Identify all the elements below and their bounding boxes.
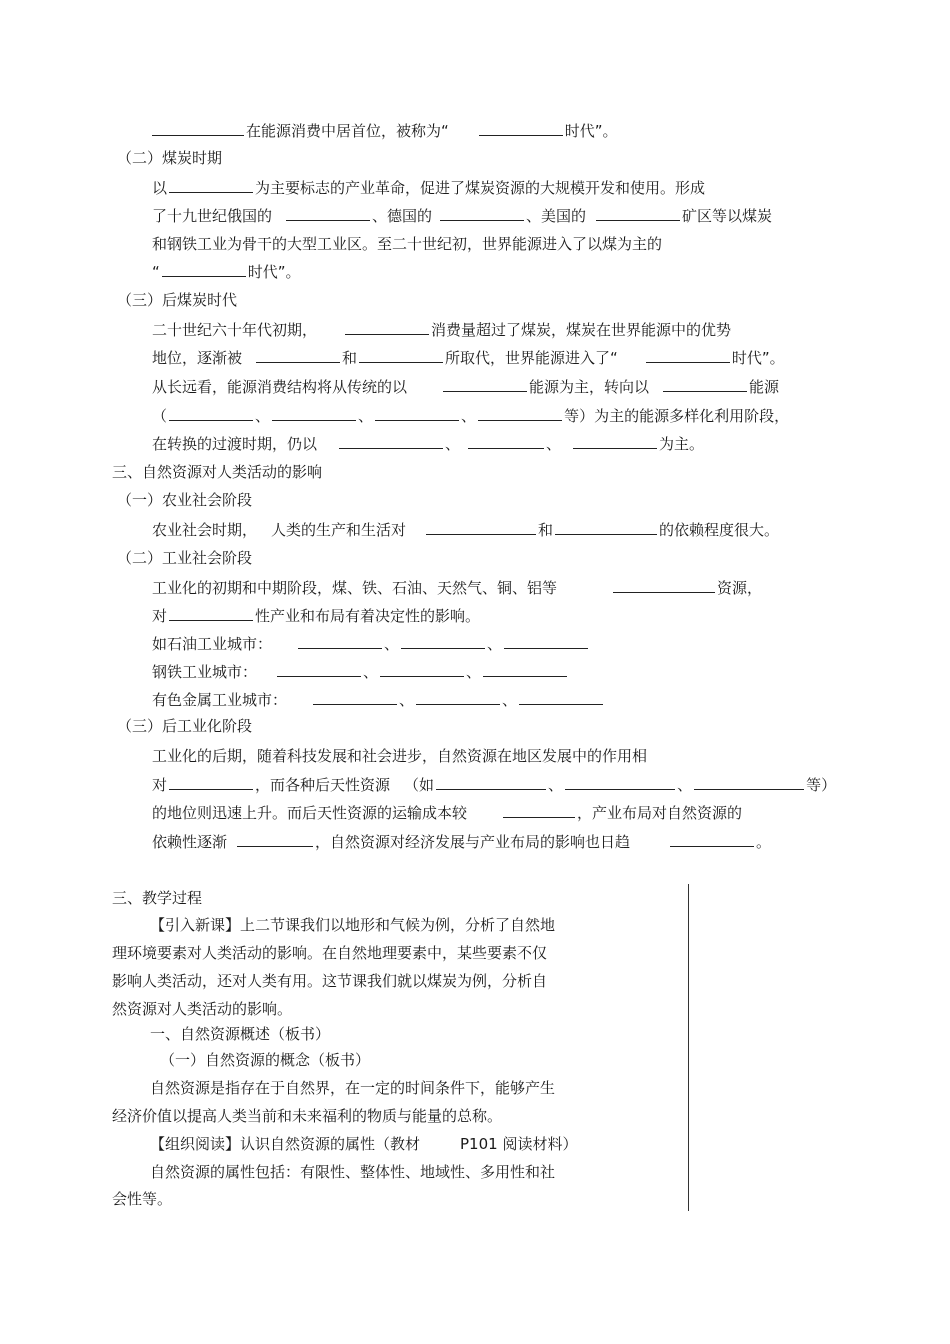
- text: 。: [756, 833, 772, 851]
- agri-line: [152, 520, 779, 540]
- blank[interactable]: [670, 832, 754, 847]
- text: 以: [152, 179, 168, 197]
- blank[interactable]: [286, 206, 370, 221]
- postind-line-1: 工业化的后期，随着科技发展和社会进步，自然资源在地区发展中的作用相: [152, 747, 648, 765]
- blank[interactable]: [272, 406, 356, 421]
- text: 的地位则迅速上升。而后天性资源的运输成本较: [152, 804, 468, 822]
- text: P101 阅读材料）: [460, 1135, 578, 1153]
- text: 的依赖程度很大。: [659, 521, 780, 539]
- text: 矿区等以煤炭: [682, 207, 773, 225]
- blank[interactable]: [169, 775, 253, 790]
- postind-line-4: [152, 832, 771, 852]
- text: （如: [404, 776, 435, 794]
- text: 、: [487, 635, 503, 653]
- text: 时代”。: [247, 263, 301, 281]
- oil-cities: [152, 634, 590, 654]
- board-heading-1: 一、自然资源概述（板书）: [150, 1025, 331, 1043]
- text: 、: [461, 407, 477, 425]
- blank[interactable]: [162, 262, 246, 277]
- text: 在转换的过渡时期，仍以: [152, 435, 318, 453]
- heading-industrial: （二）工业社会阶段: [117, 549, 253, 567]
- post-line-3: [152, 377, 779, 397]
- blank[interactable]: [519, 690, 603, 705]
- blank[interactable]: [237, 832, 313, 847]
- blank[interactable]: [440, 206, 524, 221]
- blank[interactable]: [313, 690, 397, 705]
- text: 、: [546, 435, 562, 453]
- text: 对: [152, 776, 168, 794]
- text: 钢铁工业城市：: [152, 663, 258, 681]
- text: （: [152, 407, 168, 425]
- blank[interactable]: [401, 634, 485, 649]
- text: 在能源消费中居首位，被称为“: [246, 122, 449, 140]
- text: 从长远看，能源消费结构将从传统的以: [152, 378, 408, 396]
- text: 、: [677, 776, 693, 794]
- para-line: 会性等。: [112, 1190, 173, 1208]
- postind-line-2: [152, 775, 836, 795]
- para-line: 影响人类活动，还对人类有用。这节课我们就以煤炭为例，分析自: [112, 972, 548, 990]
- text: ，产业布局对自然资源的: [577, 804, 743, 822]
- text: 依赖性逐渐: [152, 833, 228, 851]
- heading-post-industrial: （三）后工业化阶段: [117, 717, 253, 735]
- para-line: 【引入新课】上二节课我们以地形和气候为例，分析了自然地: [150, 916, 556, 934]
- blank[interactable]: [426, 520, 536, 535]
- text: 农业社会时期，: [152, 521, 258, 539]
- text: 、德国的: [372, 207, 433, 225]
- para-line: 理环境要素对人类活动的影响。在自然地理要素中，某些要素不仅: [112, 944, 548, 962]
- heading-agri: （一）农业社会阶段: [117, 491, 253, 509]
- blank[interactable]: [565, 775, 675, 790]
- blank[interactable]: [359, 348, 443, 363]
- blank[interactable]: [152, 121, 244, 136]
- blank[interactable]: [339, 434, 443, 449]
- blank[interactable]: [694, 775, 804, 790]
- text: 、: [502, 691, 518, 709]
- steel-cities: [152, 662, 569, 682]
- text: 、: [548, 776, 564, 794]
- blank[interactable]: [443, 377, 527, 392]
- blank[interactable]: [169, 406, 253, 421]
- text: 、: [399, 691, 415, 709]
- text: 如石油工业城市：: [152, 635, 273, 653]
- post-line-1: [152, 320, 731, 340]
- para-line: 然资源对人类活动的影响。: [112, 1000, 293, 1018]
- text: 、: [255, 407, 271, 425]
- vertical-divider: [688, 884, 689, 1211]
- text: 【组织阅读】认识自然资源的属性（教材: [150, 1135, 421, 1153]
- blank[interactable]: [503, 803, 575, 818]
- blank[interactable]: [436, 775, 546, 790]
- blank[interactable]: [169, 178, 253, 193]
- text: 所取代，世界能源进入了“: [445, 349, 618, 367]
- text: 时代”。: [564, 122, 618, 140]
- coal-line-1: [152, 178, 705, 198]
- post-line-4: [152, 406, 789, 426]
- text: 、: [363, 663, 379, 681]
- blank[interactable]: [555, 520, 657, 535]
- text: 、: [466, 663, 482, 681]
- blank[interactable]: [483, 662, 567, 677]
- text: 和: [538, 521, 554, 539]
- text: 为主。: [659, 435, 705, 453]
- text: 消费量超过了煤炭，煤炭在世界能源中的优势: [431, 321, 732, 339]
- blank[interactable]: [479, 121, 563, 136]
- text: 对: [152, 607, 168, 625]
- text: 地位，逐渐被: [152, 349, 243, 367]
- para-line: 经济价值以提高人类当前和未来福利的物质与能量的总称。: [112, 1107, 503, 1125]
- heading-section-3: 三、自然资源对人类活动的影响: [112, 463, 323, 481]
- text: 、美国的: [526, 207, 587, 225]
- board-heading-2: （一）自然资源的概念（板书）: [160, 1051, 371, 1069]
- blank[interactable]: [345, 320, 429, 335]
- coal-line-2: [152, 206, 772, 226]
- blank[interactable]: [375, 406, 459, 421]
- blank[interactable]: [298, 634, 382, 649]
- blank[interactable]: [573, 434, 657, 449]
- blank[interactable]: [504, 634, 588, 649]
- blank[interactable]: [613, 578, 715, 593]
- text: 能源: [749, 378, 780, 396]
- ind-line-1: [152, 578, 762, 598]
- ind-line-2: [152, 606, 480, 626]
- heading-coal-period: （二）煤炭时期: [117, 149, 223, 167]
- text: 有色金属工业城市：: [152, 691, 288, 709]
- para-line: 自然资源是指存在于自然界，在一定的时间条件下，能够产生: [150, 1079, 556, 1097]
- text: 为主要标志的产业革命，促进了煤炭资源的大规模开发和使用。形成: [255, 179, 706, 197]
- postind-line-3: [152, 803, 742, 823]
- blank[interactable]: [256, 348, 340, 363]
- blank[interactable]: [169, 606, 253, 621]
- para-line: 自然资源的属性包括：有限性、整体性、地域性、多用性和社: [150, 1163, 556, 1181]
- text: 能源为主，转向以: [529, 378, 650, 396]
- blank[interactable]: [277, 662, 361, 677]
- reading-line: [150, 1134, 577, 1154]
- blank[interactable]: [380, 662, 464, 677]
- coal-line-4: [152, 262, 301, 282]
- text: 时代”。: [731, 349, 785, 367]
- coal-line-3: 和钢铁工业为骨干的大型工业区。至二十世纪初，世界能源进入了以煤为主的: [152, 235, 663, 253]
- blank[interactable]: [468, 434, 544, 449]
- text: 资源，: [717, 579, 763, 597]
- text: 了十九世纪俄国的: [152, 207, 273, 225]
- text: “: [152, 263, 160, 281]
- text: 二十世纪六十年代初期，: [152, 321, 318, 339]
- line-first: [152, 121, 618, 141]
- text: ，自然资源对经济发展与产业布局的影响也日趋: [315, 833, 631, 851]
- text: ，而各种后天性资源: [255, 776, 391, 794]
- text: 性产业和布局有着决定性的影响。: [255, 607, 481, 625]
- blank[interactable]: [663, 377, 747, 392]
- post-line-2: [152, 348, 785, 368]
- text: 工业化的初期和中期阶段，煤、铁、石油、天然气、铜、铝等: [152, 579, 558, 597]
- text: 人类的生产和生活对: [271, 521, 407, 539]
- blank[interactable]: [416, 690, 500, 705]
- heading-post-coal: （三）后煤炭时代: [117, 291, 238, 309]
- post-line-5: [152, 434, 704, 454]
- metal-cities: [152, 690, 605, 710]
- text: 等）: [806, 776, 837, 794]
- text: 、: [358, 407, 374, 425]
- heading-teaching-process: 三、教学过程: [112, 889, 203, 907]
- text: 、: [445, 435, 461, 453]
- blank[interactable]: [596, 206, 680, 221]
- blank[interactable]: [478, 406, 562, 421]
- blank[interactable]: [646, 348, 730, 363]
- text: 、: [384, 635, 400, 653]
- text: 等）为主的能源多样化利用阶段，: [564, 407, 790, 425]
- text: 和: [342, 349, 358, 367]
